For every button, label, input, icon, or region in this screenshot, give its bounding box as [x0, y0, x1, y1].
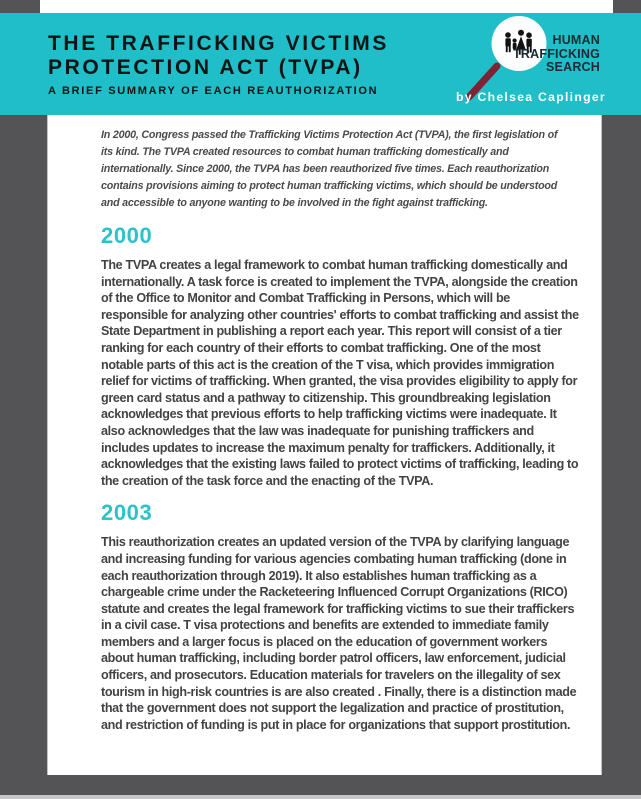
- logo-wordmark: [490, 34, 600, 75]
- section-2000-heading: 2000: [101, 223, 153, 248]
- top-left-gray-corner: [0, 0, 40, 13]
- page-title: [48, 32, 389, 97]
- logo-line-search: SEARCH: [546, 60, 600, 74]
- logo-line-human: HUMAN: [552, 33, 600, 47]
- bottom-gray-bar: [0, 775, 641, 795]
- byline: by Chelsea Caplinger: [456, 90, 606, 104]
- section-2000-paragraph: The TVPA creates a legal framework to combat human trafficking domestically and internationally. A task force is created to implement the TVPA, alongside the creation of the Office to Monitor and Combat Trafficking in Persons, which will be responsible for analyzing other countries' efforts to combat trafficking and assist the State Department in publishing a report each year. This report will consist of a tier ranking for each country of their efforts to combat trafficking. One of the most notable parts of this act is the creation of the T visa, which provides immigration relief for victims of trafficking. When granted, the visa provides eligibility to apply for green card status and a pathway to citizenship. This groundbreaking legislation acknowledges that previous efforts to help trafficking victims were inadequate. It also acknowledges that the law was inadequate for punishing traffickers and includes updates to increase the maximum penalty for traffickers. Additionally, it acknowledges that the existing laws failed to protect victims of trafficking, leading to the creation of the task force and the enacting of the TVPA.: [101, 258, 579, 488]
- intro-paragraph: In 2000, Congress passed the Trafficking Victims Protection Act (TVPA), the first legislation of its kind. The TVPA created resources to combat human trafficking domestically and internationally. Since 2000, the TVPA has been reauthorized five times. Each reauthorization contains provisions aiming to protect human trafficking victims, which should be understood and accessible to anyone wanting to be involved in the fight against trafficking.: [101, 129, 558, 209]
- content-area: [101, 120, 579, 743]
- section-2003-heading: 2003: [101, 500, 153, 526]
- right-gray-bar: [601, 13, 641, 799]
- header-band: [0, 13, 641, 115]
- bottom-light-strip: [0, 795, 641, 799]
- title-line-1: THE TRAFFICKING VICTIMS: [48, 32, 389, 55]
- left-gray-bar: [0, 13, 48, 799]
- logo-line-trafficking: TRAFFICKING: [513, 46, 600, 61]
- section-2003-paragraph: This reauthorization creates an updated version of the TVPA by clarifying language and increasing funding for various agencies combating human trafficking (done in each reauthorization through 2019). It also establishes human trafficking as a chargeable crime under the Racketeering Influenced Corrupt Organizations (RICO) statute and creates the legal framework for trafficking victims to sue their traffickers in a civil case. T visa protections and benefits are extended to immediate family members and a larger focus is placed on the education of government workers about human trafficking, including border patrol officers, law enforcement, judicial officers, and prosecutors. Education materials for travelers on the illegality of sex tourism in high-risk countries is are also created . Finally, there is a distinction made that the government does not support the legalization and practice of prostitution, and restriction of funding is put in place for organizations that support prostitution.: [101, 535, 577, 732]
- title-line-2: PROTECTION ACT (TVPA): [48, 56, 363, 79]
- page-subtitle: A BRIEF SUMMARY OF EACH REAUTHORIZATION: [48, 85, 379, 97]
- top-right-gray-corner: [613, 0, 641, 13]
